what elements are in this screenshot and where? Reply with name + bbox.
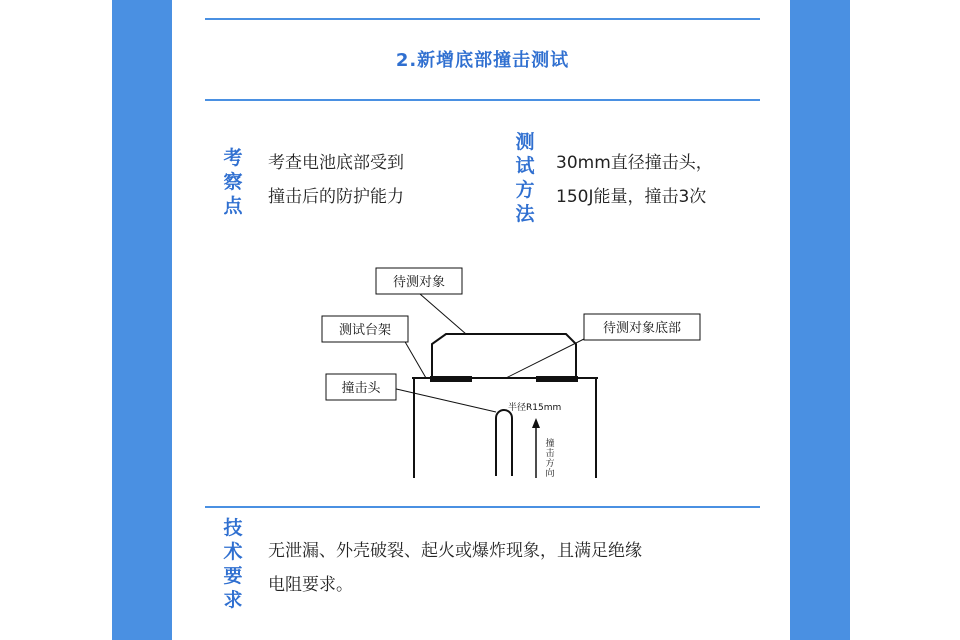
leader-head	[392, 388, 496, 412]
requirement-label-char: 术	[223, 541, 243, 563]
callout-bottom-text: 待测对象底部	[602, 321, 682, 336]
requirement-label-char: 要	[223, 565, 243, 587]
direction-char: 撞	[545, 439, 555, 449]
method-label-char: 方	[515, 179, 535, 201]
callout-stand-text: 测试台架	[338, 323, 392, 338]
requirement-divider	[205, 506, 760, 508]
examine-text-line: 撞击后的防护能力	[268, 187, 404, 207]
method-label-char: 试	[515, 155, 535, 177]
requirement-label-char: 求	[223, 589, 243, 611]
examine-label-char: 察	[223, 171, 243, 193]
method-label-char: 测	[515, 131, 535, 153]
callout-object-text: 待测对象	[392, 275, 446, 290]
callout-head-text: 撞击头	[341, 381, 381, 396]
radius-label: 半径R15mm	[508, 403, 562, 413]
requirement-text-line: 无泄漏、外壳破裂、起火或爆炸现象，且满足绝缘	[268, 541, 642, 561]
impactor-shape	[496, 410, 512, 476]
object-bottom-pad-right	[536, 376, 578, 382]
direction-char: 方	[545, 459, 555, 469]
direction-arrow-head	[532, 418, 540, 428]
method-label-char: 法	[515, 203, 535, 225]
requirement-text-line: 电阻要求。	[268, 575, 353, 595]
examine-label-char: 点	[223, 195, 243, 217]
section-title: 2.新增底部撞击测试	[395, 50, 570, 71]
object-bottom-pad-left	[430, 376, 472, 382]
leader-stand	[404, 340, 426, 378]
test-object-shape	[432, 334, 576, 378]
direction-char: 向	[545, 469, 555, 479]
requirement-label-char: 技	[223, 517, 243, 539]
leader-object	[420, 294, 466, 334]
leader-bottom	[506, 336, 590, 378]
method-text-line: 150J能量，撞击3次	[556, 187, 707, 207]
method-text-line: 30mm直径撞击头，	[556, 153, 713, 173]
examine-text-line: 考查电池底部受到	[268, 153, 404, 173]
requirement-text	[268, 534, 642, 602]
direction-char: 击	[545, 449, 555, 459]
requirement-label	[218, 516, 248, 612]
examine-label-char: 考	[223, 147, 243, 169]
